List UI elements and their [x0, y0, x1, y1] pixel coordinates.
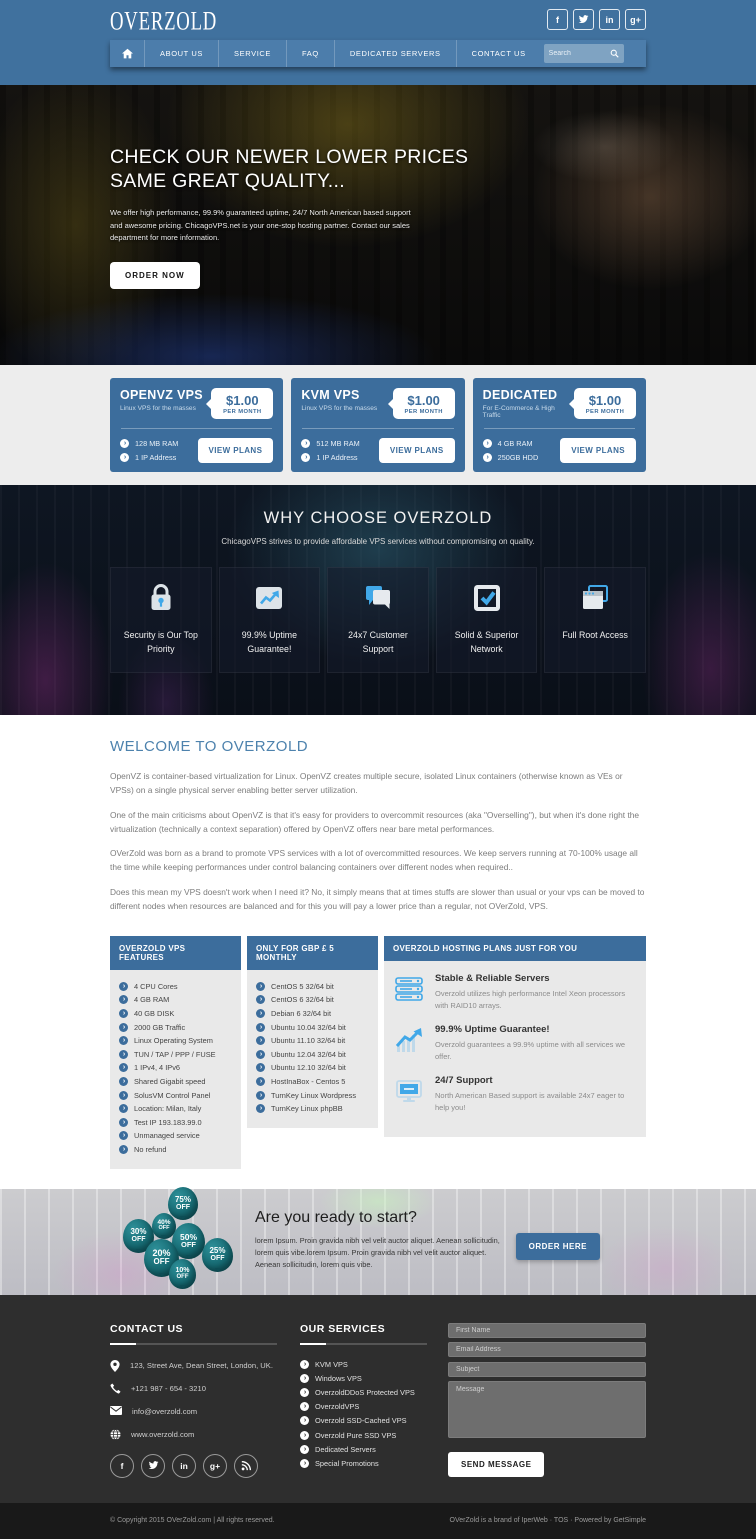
footer-services-column: [300, 1323, 438, 1478]
list-item: › CentOS 5 32/64 bit: [256, 982, 369, 991]
panel-title: ONLY FOR GBP £ 5 MONTHLY: [247, 936, 378, 970]
location-pin-icon: [110, 1360, 120, 1372]
arrow-bullet-icon: ›: [300, 1402, 309, 1411]
google-plus-icon[interactable]: g+: [203, 1454, 227, 1478]
pricing-card-dedicated: [473, 378, 646, 472]
service-link[interactable]: › OverzoldVPS: [300, 1402, 438, 1411]
linkedin-icon[interactable]: in: [172, 1454, 196, 1478]
arrow-bullet-icon: ›: [301, 439, 310, 448]
pricing-card-openvz: [110, 378, 283, 472]
arrow-bullet-icon: ›: [483, 453, 492, 462]
facebook-icon[interactable]: f: [547, 9, 568, 30]
discount-balloon: 40% OFF: [152, 1213, 176, 1239]
contact-address-row: [110, 1360, 292, 1372]
plan-highlight-desc: North American Based support is available 24x7 eager to help you!: [435, 1091, 625, 1112]
vps-features-panel: [110, 936, 241, 1169]
list-item: › 1 IPv4, 4 IPv6: [119, 1063, 232, 1072]
arrow-bullet-icon: ›: [119, 1104, 128, 1113]
phone-text: +121 987 - 654 - 3210: [131, 1384, 206, 1394]
view-plans-button[interactable]: VIEW PLANS: [198, 438, 274, 463]
feature-box-security: [110, 567, 212, 673]
feature-box-network: [436, 567, 538, 673]
header-social-links: [547, 9, 646, 30]
list-item: › Debian 6 32/64 bit: [256, 1009, 369, 1018]
main-navigation: [110, 40, 646, 67]
arrow-bullet-icon: ›: [119, 1023, 128, 1032]
arrow-bullet-icon: ›: [120, 439, 129, 448]
view-plans-button[interactable]: VIEW PLANS: [379, 438, 455, 463]
footer-contact-form: [448, 1323, 646, 1478]
why-subtitle: ChicagoVPS strives to provide affordable VPS services without compromising on quality.: [221, 537, 535, 546]
arrow-bullet-icon: ›: [300, 1360, 309, 1369]
arrow-bullet-icon: ›: [256, 1023, 265, 1032]
arrow-bullet-icon: ›: [256, 1063, 265, 1072]
arrow-bullet-icon: ›: [256, 1091, 265, 1100]
order-now-button[interactable]: ORDER NOW: [110, 262, 200, 289]
list-item: › Shared Gigabit speed: [119, 1077, 232, 1086]
arrow-bullet-icon: ›: [300, 1445, 309, 1454]
panel-title: OVERZOLD HOSTING PLANS JUST FOR YOU: [384, 936, 646, 961]
plan-feature: › 512 MB RAM: [301, 439, 359, 448]
list-item: › Unmanaged service: [119, 1131, 232, 1140]
arrow-bullet-icon: ›: [256, 1077, 265, 1086]
discount-balloon: 25% OFF: [202, 1238, 233, 1272]
plan-title: DEDICATED: [482, 388, 558, 402]
arrow-bullet-icon: ›: [119, 1036, 128, 1045]
price-badge: [393, 388, 455, 419]
linkedin-icon[interactable]: in: [599, 9, 620, 30]
arrow-bullet-icon: ›: [256, 995, 265, 1004]
hero-title: CHECK OUR NEWER LOWER PRICES SAME GREAT QUALITY...: [110, 146, 469, 193]
welcome-paragraph: One of the main criticisms about OpenVZ is that it's easy for providers to overcommit resources (aka "Overselling"), but when it's done right the virtualization (technically a context separation) offered by OpenVZ offers near bare metal performances.: [110, 809, 640, 834]
arrow-bullet-icon: ›: [300, 1431, 309, 1440]
price-value: $1.00: [588, 393, 622, 408]
nav-item-dedicated-servers[interactable]: DEDICATED SERVERS: [334, 40, 456, 67]
address-text: 123, Street Ave, Dean Street, London, UK.: [130, 1360, 273, 1370]
arrow-bullet-icon: ›: [119, 1145, 128, 1154]
uptime-chart-icon: [252, 581, 286, 615]
arrow-bullet-icon: ›: [119, 1063, 128, 1072]
feature-label: Security is Our Top Priority: [123, 630, 198, 654]
discount-balloon: 30% OFF: [123, 1219, 154, 1253]
arrow-bullet-icon: ›: [119, 1050, 128, 1059]
plan-title: KVM VPS: [301, 388, 360, 402]
subject-field[interactable]: [448, 1362, 646, 1377]
arrow-bullet-icon: ›: [300, 1416, 309, 1425]
email-text[interactable]: info@overzold.com: [132, 1407, 198, 1417]
search-box: [544, 44, 624, 63]
plan-highlight: [393, 1024, 637, 1062]
our-services-heading: OUR SERVICES: [300, 1322, 386, 1335]
plan-highlight-desc: Overzold utilizes high performance Intel Xeon processors with RAID10 arrays.: [435, 988, 626, 1010]
feature-label: 24x7 Customer Support: [348, 630, 408, 654]
hosting-plans-panel: [384, 936, 646, 1137]
ready-to-start-section: [0, 1189, 756, 1295]
price-period: PER MONTH: [404, 409, 443, 415]
home-icon: [122, 48, 133, 59]
first-name-field[interactable]: [448, 1323, 646, 1338]
nav-item-contact-us[interactable]: CONTACT US: [456, 40, 541, 67]
why-choose-section: [0, 485, 756, 715]
order-here-button[interactable]: ORDER HERE: [516, 1233, 600, 1260]
envelope-icon: [110, 1406, 122, 1415]
list-item: › Ubuntu 11.10 32/64 bit: [256, 1036, 369, 1045]
arrow-bullet-icon: ›: [256, 1009, 265, 1018]
arrow-bullet-icon: ›: [300, 1459, 309, 1468]
plan-feature: › 1 IP Address: [120, 453, 178, 462]
view-plans-button[interactable]: VIEW PLANS: [560, 438, 636, 463]
pricing-section: [0, 365, 756, 485]
panel-title: OVERZOLD VPS FEATURES: [110, 936, 241, 970]
welcome-paragraph: Does this mean my VPS doesn't work when I need it? No, it simply means that at times stuffs are slower than usual or your vps can be moved to different nodes when resources are balanced and for this you will pay a lower price than a regular, not OVerZold, VPS.: [110, 887, 645, 912]
search-icon[interactable]: [610, 49, 619, 58]
list-item: › Linux Operating System: [119, 1036, 232, 1045]
copyright-text: © Copyright 2015 OVerZold.com | All rights reserved.: [110, 1517, 275, 1525]
arrow-bullet-icon: ›: [119, 1077, 128, 1086]
contact-us-heading: CONTACT US: [110, 1322, 184, 1335]
header: [0, 0, 756, 85]
bottom-bar: [0, 1503, 756, 1539]
arrow-bullet-icon: ›: [119, 1118, 128, 1127]
list-item: › TurnKey Linux phpBB: [256, 1104, 369, 1113]
arrow-bullet-icon: ›: [300, 1388, 309, 1397]
list-item: › Ubuntu 12.04 32/64 bit: [256, 1050, 369, 1059]
price-period: PER MONTH: [585, 409, 625, 415]
welcome-section: [0, 715, 756, 936]
price-badge: [211, 388, 273, 419]
rss-icon[interactable]: [234, 1454, 258, 1478]
credits-text: OVerZold is a brand of IperWeb · TOS · Powered by GetSimple: [449, 1517, 646, 1525]
nav-home-button[interactable]: [110, 40, 144, 67]
arrow-bullet-icon: ›: [119, 995, 128, 1004]
service-link[interactable]: › Overzold SSD-Cached VPS: [300, 1416, 438, 1425]
list-item: › TUN / TAP / PPP / FUSE: [119, 1050, 232, 1059]
ready-description: lorem Ipsum. Proin gravida nibh vel velit auctor aliquet. Aenean sollicitudin, lorem quis vibe.lorem Ipsum. Proin gravida nibh vel velit auctor aliquet. Aenean sollicitudin, lorem quis vibe.: [255, 1235, 500, 1270]
plan-feature: › 4 GB RAM: [483, 439, 539, 448]
plan-highlight: [393, 1075, 637, 1113]
monthly-offer-panel: [247, 936, 378, 1128]
plan-title: OPENVZ VPS: [120, 388, 203, 402]
globe-icon: [110, 1429, 121, 1440]
service-link[interactable]: › KVM VPS: [300, 1360, 438, 1369]
plan-subtitle: Linux VPS for the masses: [301, 405, 378, 412]
service-link[interactable]: › Special Promotions: [300, 1459, 438, 1468]
list-item: › Location: Milan, Italy: [119, 1104, 232, 1113]
arrow-bullet-icon: ›: [119, 982, 128, 991]
plan-highlight-desc: Overzold guarantees a 99.9% uptime with all services we offer.: [435, 1040, 626, 1061]
why-title: WHY CHOOSE OVERZOLD: [263, 509, 493, 527]
list-item: › Ubuntu 12.10 32/64 bit: [256, 1063, 369, 1072]
uptime-graph-icon: [394, 1026, 424, 1054]
feature-label: Full Root Access: [562, 630, 628, 640]
phone-icon: [110, 1383, 121, 1394]
footer-social-links: [110, 1454, 292, 1478]
list-item: › 40 GB DISK: [119, 1009, 232, 1018]
search-input[interactable]: [549, 50, 610, 57]
welcome-paragraph: OpenVZ is container-based virtualization for Linux. OpenVZ creates multiple secure, isolated Linux containers (otherwise known as VEs or VPSs) on a single physical server enabling better server utilization.: [110, 771, 623, 795]
message-field[interactable]: [448, 1381, 646, 1438]
server-stack-icon: [394, 975, 424, 1003]
list-item: › 2000 GB Traffic: [119, 1023, 232, 1032]
plan-highlight-title: Stable & Reliable Servers: [435, 972, 550, 984]
list-item: › Test IP 193.183.99.0: [119, 1118, 232, 1127]
list-item: › SolusVM Control Panel: [119, 1091, 232, 1100]
arrow-bullet-icon: ›: [256, 1050, 265, 1059]
plan-feature: › 1 IP Address: [301, 453, 359, 462]
details-columns-section: [0, 936, 756, 1189]
plan-feature: › 250GB HDD: [483, 453, 539, 462]
contact-website-row[interactable]: [110, 1429, 292, 1441]
twitter-icon[interactable]: [573, 9, 594, 30]
service-link[interactable]: › OverzoldDDoS Protected VPS: [300, 1388, 438, 1397]
feature-label: Solid & Superior Network: [454, 630, 519, 654]
price-value: $1.00: [407, 393, 440, 408]
network-checkbox-icon: [470, 581, 504, 615]
twitter-icon[interactable]: [141, 1454, 165, 1478]
support-monitor-icon: [394, 1077, 424, 1105]
pricing-card-kvm: [291, 378, 464, 472]
arrow-bullet-icon: ›: [301, 453, 310, 462]
nav-item-service[interactable]: SERVICE: [218, 40, 286, 67]
service-link[interactable]: › Dedicated Servers: [300, 1445, 438, 1454]
footer-contact-column: [110, 1323, 292, 1478]
list-item: › TurnKey Linux Wordpress: [256, 1091, 369, 1100]
arrow-bullet-icon: ›: [119, 1091, 128, 1100]
arrow-bullet-icon: ›: [256, 1104, 265, 1113]
arrow-bullet-icon: ›: [119, 1009, 128, 1018]
hero-banner: [0, 85, 756, 365]
feature-box-root-access: [544, 567, 646, 673]
price-period: PER MONTH: [223, 409, 262, 415]
welcome-paragraph: OVerZold was born as a brand to promote VPS services with a lot of overcommitted resources. We keep servers running at 70-100% usage all the time while keeping performances under control balancing containers over different nodes when required..: [110, 848, 638, 873]
root-access-windows-icon: [578, 581, 612, 615]
discount-balloons: [110, 1189, 260, 1295]
plan-feature: › 128 MB RAM: [120, 439, 178, 448]
welcome-title: WELCOME TO OVERZOLD: [110, 738, 309, 755]
discount-balloon: 20% OFF: [144, 1239, 179, 1277]
email-address-field[interactable]: [448, 1342, 646, 1357]
feature-box-support: [327, 567, 429, 673]
list-item: › Ubuntu 10.04 32/64 bit: [256, 1023, 369, 1032]
send-message-button[interactable]: SEND MESSAGE: [448, 1452, 544, 1477]
plan-highlight-title: 99.9% Uptime Guarantee!: [435, 1024, 550, 1036]
facebook-icon[interactable]: f: [110, 1454, 134, 1478]
feature-label: 99.9% Uptime Guarantee!: [241, 630, 298, 654]
arrow-bullet-icon: ›: [256, 1036, 265, 1045]
footer: [0, 1295, 756, 1503]
hero-description: We offer high performance, 99.9% guaranteed uptime, 24/7 North American based support and awesome pricing. ChicagoVPS.net is your one-stop hosting partner. Contact our sales department for more information.: [110, 207, 411, 243]
arrow-bullet-icon: ›: [119, 1131, 128, 1140]
arrow-bullet-icon: ›: [300, 1374, 309, 1383]
list-item: › 4 GB RAM: [119, 995, 232, 1004]
price-value: $1.00: [226, 393, 259, 408]
logo: OVERZOLD: [110, 7, 218, 37]
discount-balloon: 75% OFF: [168, 1187, 198, 1220]
discount-balloon: 50% OFF: [172, 1223, 205, 1259]
list-item: › HostInaBox - Centos 5: [256, 1077, 369, 1086]
plan-subtitle: Linux VPS for the masses: [120, 405, 196, 412]
twitter-bird-icon: [148, 1461, 159, 1470]
plan-highlight-title: 24/7 Support: [435, 1075, 493, 1087]
service-link[interactable]: › Overzold Pure SSD VPS: [300, 1431, 438, 1440]
chat-bubbles-icon: [361, 581, 395, 615]
lock-icon: [144, 581, 178, 615]
nav-item-faq[interactable]: FAQ: [286, 40, 334, 67]
arrow-bullet-icon: ›: [120, 453, 129, 462]
price-badge: [574, 388, 636, 419]
feature-box-uptime: [219, 567, 321, 673]
arrow-bullet-icon: ›: [483, 439, 492, 448]
contact-phone-row: [110, 1383, 292, 1395]
rss-glyph-icon: [241, 1461, 251, 1471]
list-item: › 4 CPU Cores: [119, 982, 232, 991]
arrow-bullet-icon: ›: [256, 982, 265, 991]
nav-item-about-us[interactable]: ABOUT US: [144, 40, 218, 67]
google-plus-icon[interactable]: g+: [625, 9, 646, 30]
website-text[interactable]: www.overzold.com: [131, 1430, 195, 1440]
discount-balloon: 10% OFF: [169, 1259, 196, 1289]
ready-title: Are you ready to start?: [255, 1208, 417, 1226]
list-item: › CentOS 6 32/64 bit: [256, 995, 369, 1004]
service-link[interactable]: › Windows VPS: [300, 1374, 438, 1383]
plan-highlight: [393, 973, 637, 1011]
list-item: › No refund: [119, 1145, 232, 1154]
contact-email-row[interactable]: [110, 1406, 292, 1418]
twitter-bird-icon: [578, 15, 589, 24]
plan-subtitle: For E-Commerce & High Traffic: [482, 405, 555, 419]
